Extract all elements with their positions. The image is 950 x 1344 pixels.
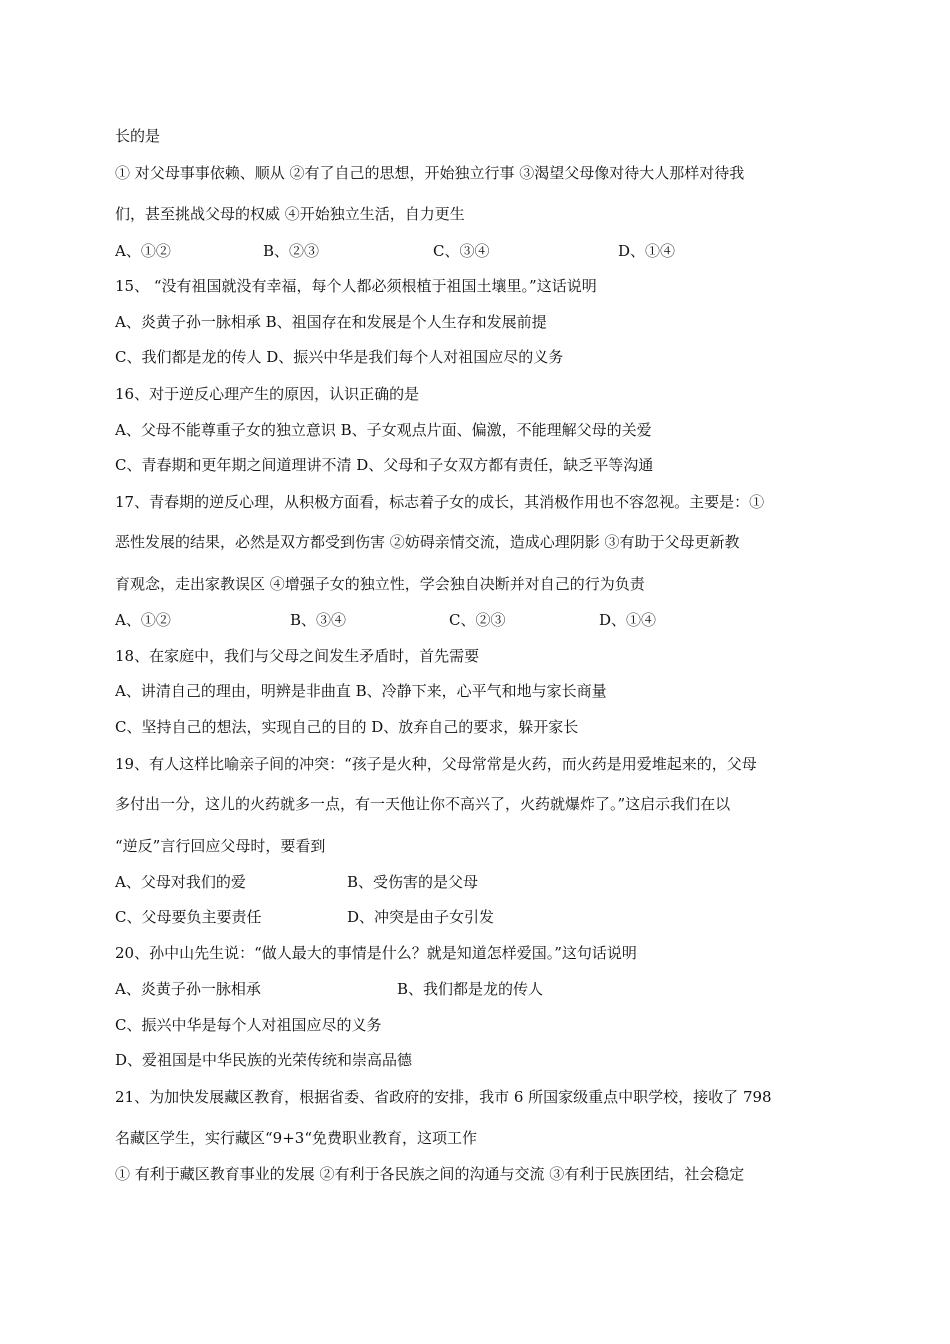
text-line: A、炎黄子孙一脉相承 B、祖国存在和发展是个人生存和发展前提 — [115, 313, 547, 331]
text-line: 们，甚至挑战父母的权威 ④开始独立生活，自力更生 — [115, 205, 465, 223]
text-line: 多付出一分，这儿的火药就多一点，有一天他让你不高兴了，火药就爆炸了。”这启示我们在以 — [115, 795, 731, 813]
option-b: B、③④ — [290, 611, 347, 629]
text-line: 育观念，走出家教误区 ④增强子女的独立性，学会独自决断并对自己的行为负责 — [115, 575, 645, 593]
option-a: A、父母对我们的爱 — [115, 873, 246, 891]
option-a: A、①② — [115, 242, 171, 260]
option-c: C、父母要负主要责任 — [115, 908, 262, 926]
text-line: A、讲清自己的理由，明辨是非曲直 B、冷静下来，心平气和地与家长商量 — [115, 682, 607, 700]
text-line: C、青春期和更年期之间道理讲不清 D、父母和子女双方都有责任，缺乏平等沟通 — [115, 456, 654, 474]
option-d: D、爱祖国是中华民族的光荣传统和崇高品德 — [115, 1051, 413, 1069]
question-18: 18、在家庭中，我们与父母之间发生矛盾时，首先需要 — [115, 647, 480, 665]
option-d: D、①④ — [618, 242, 676, 260]
text-line: 恶性发展的结果，必然是双方都受到伤害 ②妨碍亲情交流，造成心理阴影 ③有助于父母更新教 — [115, 533, 740, 551]
text-line: ① 对父母事事依赖、顺从 ②有了自己的思想，开始独立行事 ③渴望父母像对待大人那样对待我 — [115, 164, 745, 182]
option-c: C、③④ — [433, 242, 490, 260]
text-line: C、坚持自己的想法，实现自己的目的 D、放弃自己的要求，躲开家长 — [115, 718, 579, 736]
text-line: C、我们都是龙的传人 D、振兴中华是我们每个人对祖国应尽的义务 — [115, 348, 564, 366]
question-21: 21、为加快发展藏区教育，根据省委、省政府的安排，我市 6 所国家级重点中职学校，接收了 798 — [115, 1088, 772, 1106]
option-a: A、①② — [115, 611, 171, 629]
option-d: D、①④ — [599, 611, 657, 629]
text-line: “逆反”言行回应父母时，要看到 — [115, 837, 326, 855]
option-b: B、②③ — [263, 242, 320, 260]
option-b: B、我们都是龙的传人 — [397, 980, 544, 998]
question-19: 19、有人这样比喻亲子间的冲突：“孩子是火种，父母常常是火药，而火药是用爱堆起来的，父母 — [115, 755, 757, 773]
option-d: D、冲突是由子女引发 — [347, 908, 495, 926]
text-line: 名藏区学生，实行藏区“9+3“免费职业教育，这项工作 — [115, 1129, 477, 1147]
option-b: B、受伤害的是父母 — [347, 873, 479, 891]
text-line: A、父母不能尊重子女的独立意识 B、子女观点片面、偏激，不能理解父母的关爱 — [115, 421, 652, 439]
option-a: A、炎黄子孙一脉相承 — [115, 980, 261, 998]
question-16: 16、对于逆反心理产生的原因，认识正确的是 — [115, 385, 420, 403]
option-c: C、②③ — [449, 611, 506, 629]
text-line: 长的是 — [115, 127, 161, 145]
question-20: 20、孙中山先生说：“做人最大的事情是什么？就是知道怎样爱国。”这句话说明 — [115, 944, 637, 962]
text-line: ① 有利于藏区教育事业的发展 ②有利于各民族之间的沟通与交流 ③有利于民族团结，社会稳定 — [115, 1165, 745, 1183]
question-15: 15、 “没有祖国就没有幸福，每个人都必须根植于祖国土壤里。”这话说明 — [115, 277, 597, 295]
question-17: 17、青春期的逆反心理，从积极方面看，标志着子女的成长，其消极作用也不容忽视。主要是：① — [115, 493, 765, 511]
option-c: C、振兴中华是每个人对祖国应尽的义务 — [115, 1016, 382, 1034]
